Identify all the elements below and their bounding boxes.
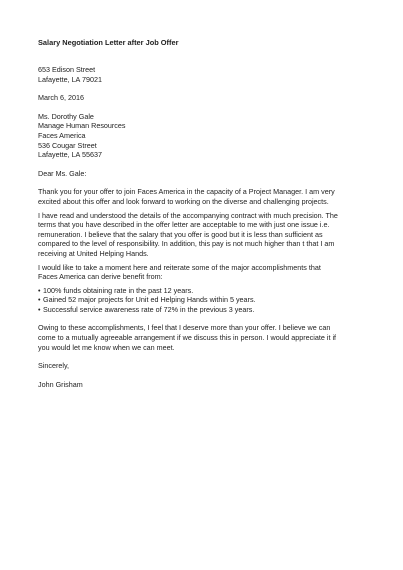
recipient-line: Faces America <box>38 130 86 140</box>
sender-address-line: 653 Edison Street <box>38 65 96 74</box>
accomplishments-list <box>38 286 368 315</box>
bullet-icon: • <box>38 304 41 314</box>
list-item <box>38 305 368 315</box>
body-paragraph: I would like to take a moment here and reiterate some of the major accomplishments that Faces America can derive benefit from: <box>38 262 321 282</box>
greeting: Dear Ms. Gale: <box>38 168 87 178</box>
recipient-line: 536 Cougar Street <box>38 140 97 150</box>
bullet-icon: • <box>38 295 41 305</box>
letter-page <box>38 38 368 389</box>
body-paragraph: I have read and understood the details of the accompanying contract with much precision. The terms that you have described in the offer letter are acceptable to me with just one issue i.e. remuneration. I believe that the salary that you offer is good but it is less than sufficient as compared to the level of responsibility. In addition, this pay is not much higher than t that I am receiving at United Helping Hands. <box>38 210 338 258</box>
list-item-text: 100% funds obtaining rate in the past 12 years. <box>43 285 194 295</box>
closing-paragraph: Owing to these accomplishments, I feel that I deserve more than your offer. I believe we can come to a mutually agreeable arrangement if we discuss this in person. I would appreciate it if you would let me know when we can meet. <box>38 323 337 352</box>
sender-address <box>38 65 368 84</box>
sender-address-line: Lafayette, LA 79021 <box>38 74 102 84</box>
list-item-text: Gained 52 major projects for Unit ed Helping Hands within 5 years. <box>43 295 256 305</box>
bullet-icon: • <box>38 285 41 295</box>
recipient-line: Manage Human Resources <box>38 121 126 131</box>
letter-date: March 6, 2016 <box>38 93 84 103</box>
list-item <box>38 295 368 305</box>
sign-off: Sincerely, <box>38 361 70 371</box>
recipient-line: Lafayette, LA 55637 <box>38 150 102 160</box>
letter-title: Salary Negotiation Letter after Job Offer <box>38 38 179 47</box>
list-item <box>38 286 368 296</box>
recipient-address <box>38 112 368 160</box>
body-paragraph: Thank you for your offer to join Faces America in the capacity of a Project Manager. I am very excited about this offer and look forward to working on the diverse and challenging projects. <box>38 187 335 206</box>
signature-name: John Grisham <box>38 379 83 389</box>
recipient-line: Ms. Dorothy Gale <box>38 111 94 121</box>
list-item-text: Successful service awareness rate of 72% in the previous 3 years. <box>43 304 255 314</box>
